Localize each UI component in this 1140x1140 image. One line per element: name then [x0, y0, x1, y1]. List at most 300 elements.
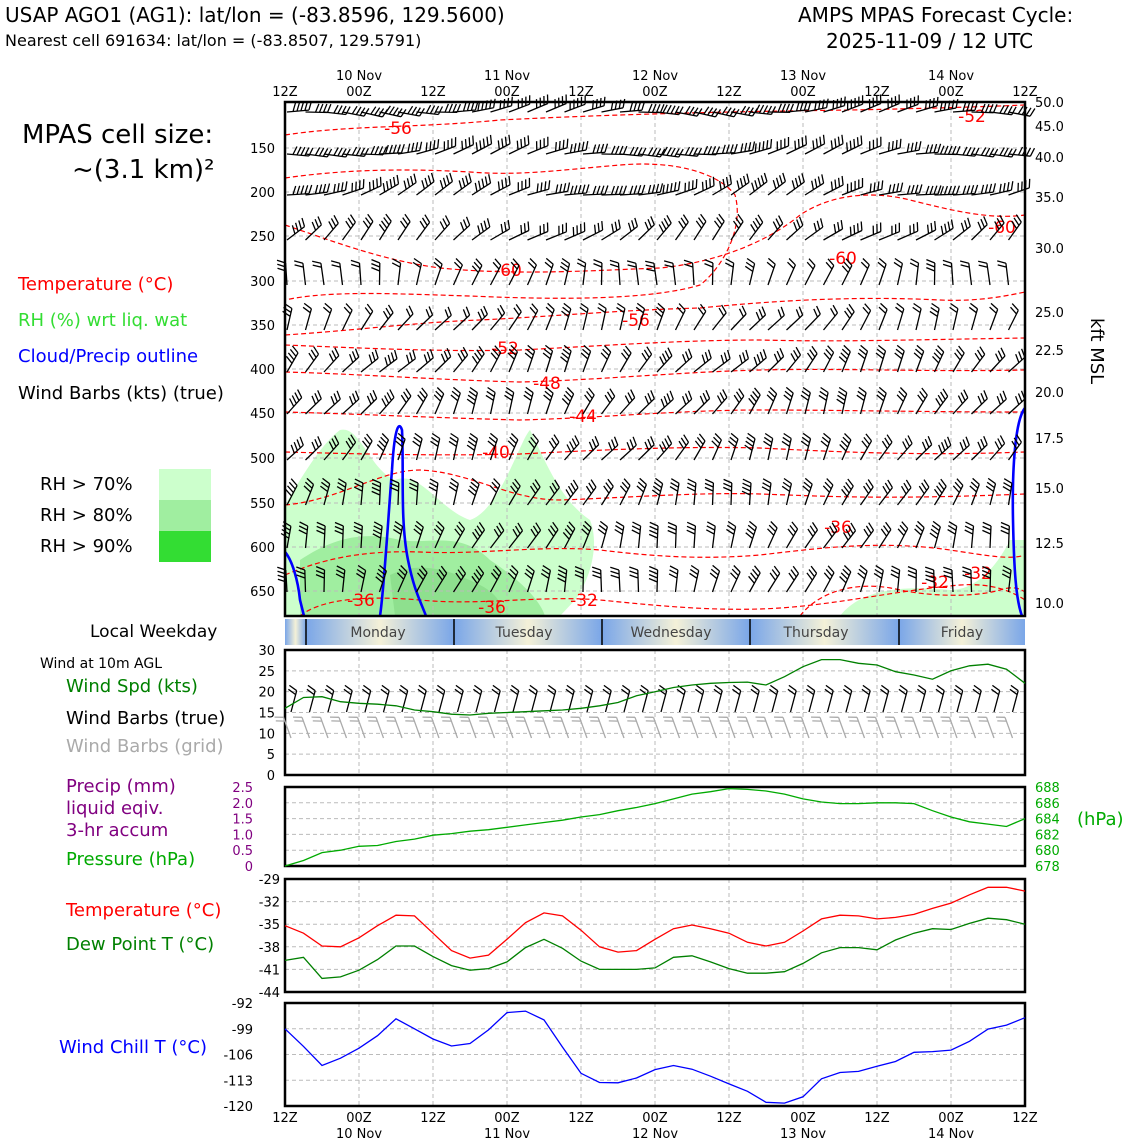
upper-air-wind-barb	[935, 220, 954, 241]
kft-tick-label: 20.0	[1035, 386, 1064, 401]
upper-air-wind-barb	[768, 307, 784, 330]
upper-air-wind-barb	[602, 437, 618, 460]
upper-air-wind-barb	[413, 433, 422, 460]
top-date-label: 14 Nov	[927, 69, 975, 84]
upper-air-wind-barb	[598, 521, 607, 548]
legend-rh80: RH > 80%	[40, 505, 133, 526]
upper-air-wind-barb	[652, 478, 662, 505]
surface-wind-barb-true	[769, 685, 777, 712]
upper-air-wind-barb	[824, 220, 843, 240]
surface-wind-barb-grid	[571, 717, 588, 738]
pressure-tick-label: 250	[250, 230, 275, 245]
temperature-contour-label: -56	[622, 311, 650, 331]
upper-air-wind-barb	[629, 567, 638, 592]
kft-tick-label: 40.0	[1035, 151, 1064, 166]
upper-air-wind-barb	[449, 434, 458, 461]
upper-air-wind-barb	[602, 220, 621, 240]
upper-air-wind-barb	[655, 303, 665, 330]
surface-wind-barb-grid	[978, 717, 995, 738]
upper-air-wind-barb	[745, 433, 755, 460]
surface-wind-barb-grid	[404, 717, 421, 738]
upper-air-wind-barb	[620, 346, 631, 372]
upper-air-wind-barb	[620, 437, 636, 460]
upper-air-wind-barb	[842, 479, 854, 505]
temperature-tick-label: -44	[258, 986, 280, 1001]
upper-air-wind-barb	[398, 389, 411, 414]
upper-air-wind-barb	[821, 433, 830, 460]
bottom-time-tick-label: 12Z	[716, 1111, 742, 1126]
upper-air-wind-barb	[972, 347, 985, 372]
surface-wind-barb-grid	[848, 717, 865, 738]
surface-wind-barb-grid	[904, 717, 921, 738]
upper-air-wind-barb	[879, 480, 892, 505]
surface-wind-barb-true	[344, 685, 352, 712]
surface-wind-barb-true	[288, 685, 296, 712]
surface-wind-barb-true	[1010, 685, 1018, 712]
upper-air-wind-barb	[930, 521, 940, 548]
surface-wind-barb-true	[954, 685, 962, 712]
surface-wind-barb-grid	[534, 717, 551, 738]
upper-air-wind-barb	[749, 566, 761, 592]
cross-section-panel	[250, 95, 1064, 619]
pressure-tick-label: 450	[250, 407, 275, 422]
bottom-date-label: 11 Nov	[483, 1127, 531, 1140]
upper-air-wind-barb	[782, 434, 791, 461]
temperature-contour-label: -56	[384, 119, 412, 139]
upper-air-wind-barb	[986, 478, 995, 505]
temperature-contour-label: -32	[570, 591, 598, 611]
wind-barbs-true-label: Wind Barbs (true)	[66, 708, 226, 729]
pressure-tick-label: 550	[250, 497, 275, 512]
upper-air-wind-barb	[306, 390, 322, 414]
upper-air-wind-barb	[706, 522, 715, 548]
windchill-tick-label: -99	[231, 1022, 253, 1038]
upper-air-wind-barb	[435, 348, 451, 372]
surface-wind-barb-true	[825, 685, 833, 712]
upper-air-wind-barb	[306, 347, 319, 372]
bottom-date-label: 12 Nov	[631, 1127, 679, 1140]
upper-air-wind-barb	[858, 345, 867, 372]
upper-air-wind-barb	[472, 218, 490, 240]
surface-wind-barb-true	[473, 685, 481, 712]
surface-wind-barb-grid	[700, 717, 717, 738]
upper-air-wind-barb	[762, 479, 771, 505]
upper-air-wind-barb	[562, 303, 571, 330]
pressure-tick-label: 350	[250, 319, 275, 334]
precip-label: Precip (mm)	[66, 776, 176, 797]
upper-air-wind-barb	[916, 480, 929, 505]
surface-wind-barb-true	[788, 685, 796, 712]
upper-air-wind-barb	[620, 479, 630, 505]
top-time-tick-label: 12Z	[420, 85, 446, 100]
surface-wind-barb-grid	[885, 717, 902, 738]
temperature-contour-label: -60	[988, 218, 1016, 238]
bottom-time-tick-label: 12Z	[568, 1111, 594, 1126]
upper-air-wind-barb	[965, 522, 974, 548]
upper-air-wind-barb	[879, 522, 891, 548]
upper-air-wind-barb	[933, 346, 944, 372]
surface-wind-barb-true	[455, 685, 463, 712]
surface-wind-barb-true	[418, 685, 426, 712]
upper-air-wind-barb	[637, 478, 647, 505]
windchill-tick-label: -120	[223, 1100, 253, 1115]
precip-tick-label: 2.5	[232, 781, 253, 796]
upper-air-wind-barb	[380, 350, 398, 372]
pressure-tick-label: 682	[1035, 828, 1060, 844]
surface-wind-barb-grid	[737, 717, 754, 738]
upper-air-wind-barb	[750, 139, 772, 154]
surface-wind-barb-grid	[441, 717, 458, 738]
upper-air-wind-barb	[324, 348, 339, 372]
upper-air-wind-barb	[361, 390, 377, 414]
upper-air-wind-barb	[639, 390, 655, 414]
upper-air-wind-barb	[897, 388, 907, 415]
upper-air-wind-barb	[687, 479, 696, 505]
weekday-label: Wednesday	[630, 625, 712, 641]
upper-air-wind-barb	[990, 436, 1005, 461]
upper-air-wind-barb	[491, 305, 505, 330]
wind-speed-tick-label: 30	[258, 644, 275, 659]
upper-air-wind-barb	[712, 434, 722, 461]
upper-air-wind-barb	[842, 222, 862, 241]
upper-air-wind-barb	[592, 567, 601, 592]
upper-air-wind-barb	[953, 346, 964, 372]
upper-air-wind-barb	[687, 522, 696, 548]
upper-air-wind-barb	[750, 307, 766, 330]
windchill-tick-label: -113	[223, 1074, 253, 1090]
upper-air-wind-barb	[505, 388, 514, 415]
upper-air-wind-barb	[861, 480, 874, 506]
surface-wind-barb-true	[566, 685, 574, 712]
upper-air-wind-barb	[861, 223, 881, 241]
upper-air-wind-barb	[969, 303, 977, 330]
upper-air-wind-barb	[454, 136, 474, 154]
upper-air-wind-barb	[486, 388, 495, 415]
upper-air-wind-barb	[602, 479, 614, 505]
upper-air-wind-barb	[694, 390, 710, 414]
upper-air-wind-barb	[657, 181, 680, 195]
top-time-tick-label: 12Z	[272, 85, 298, 100]
temperature2-label: Temperature (°C)	[66, 900, 222, 921]
upper-air-wind-barb	[632, 522, 641, 548]
temperature-tick-label: -32	[258, 895, 280, 911]
kft-tick-label: 10.0	[1035, 597, 1064, 612]
upper-air-wind-barb	[990, 181, 1013, 195]
surface-wind-barb-grid	[663, 717, 680, 738]
upper-air-wind-barb	[898, 95, 919, 112]
dewpoint-label: Dew Point T (°C)	[66, 934, 215, 955]
temperature-panel	[259, 873, 1025, 1001]
wind-speed-tick-label: 15	[258, 706, 275, 722]
upper-air-wind-barb	[581, 345, 591, 372]
surface-wind-barb-true	[862, 685, 870, 712]
upper-air-wind-barb	[543, 345, 552, 372]
surface-wind-barb-grid	[460, 717, 477, 738]
upper-air-wind-barb	[805, 346, 817, 372]
precip-accum-label: 3-hr accum	[66, 820, 169, 841]
surface-wind-barb-true	[547, 685, 555, 712]
pressure-tick-label: 650	[250, 585, 275, 600]
upper-air-wind-barb	[908, 567, 916, 592]
top-date-label: 12 Nov	[631, 69, 679, 84]
wind-10m-label: Wind at 10m AGL	[40, 656, 163, 672]
pressure-tick-label: 400	[250, 363, 275, 378]
surface-wind-barb-grid	[386, 717, 403, 738]
upper-air-wind-barb	[286, 346, 298, 372]
upper-air-wind-barb	[610, 567, 620, 592]
upper-air-wind-barb	[948, 522, 957, 548]
upper-air-wind-barb	[287, 185, 312, 195]
upper-air-wind-barb	[972, 390, 988, 414]
upper-air-wind-barb	[380, 390, 395, 415]
surface-wind-barb-true	[991, 685, 999, 712]
temperature-tick-label: -35	[258, 918, 280, 934]
upper-air-wind-barb	[565, 436, 580, 461]
upper-air-wind-barb	[620, 390, 635, 414]
surface-wind-barb-grid	[497, 717, 514, 738]
upper-air-wind-barb	[670, 479, 679, 505]
windchill-tick-label: -106	[223, 1048, 253, 1064]
precip-tick-label: 0.5	[232, 844, 253, 860]
pressure-tick-label: 600	[250, 541, 275, 556]
upper-air-wind-barb	[417, 139, 439, 154]
bottom-time-tick-label: 00Z	[938, 1111, 964, 1126]
surface-wind-barb-true	[307, 685, 315, 712]
top-date-label: 10 Nov	[335, 69, 383, 84]
top-date-label: 13 Nov	[779, 69, 827, 84]
bottom-date-label: 13 Nov	[779, 1127, 827, 1140]
legend-rh70: RH > 70%	[40, 474, 133, 495]
upper-air-wind-barb	[879, 139, 901, 154]
surface-wind-barb-grid	[941, 717, 958, 738]
upper-air-wind-barb	[417, 388, 428, 414]
upper-air-wind-barb	[731, 306, 746, 330]
precip-pressure-frame	[285, 787, 1025, 866]
upper-air-wind-barb	[990, 391, 1006, 414]
upper-air-wind-barb	[546, 303, 554, 330]
temperature-contour-label: -36	[824, 518, 852, 538]
top-time-tick-label: 12Z	[568, 85, 594, 100]
upper-air-wind-barb	[546, 139, 568, 154]
temperature-contour-label: -52	[958, 107, 986, 127]
wind-speed-tick-label: 25	[258, 664, 275, 680]
upper-air-wind-barb	[805, 218, 823, 240]
upper-air-wind-barb	[787, 522, 798, 548]
kft-tick-label: 50.0	[1035, 96, 1064, 111]
upper-air-wind-barb	[431, 434, 440, 461]
upper-air-wind-barb	[467, 388, 477, 415]
upper-air-wind-barb	[787, 307, 803, 330]
upper-air-wind-barb	[380, 175, 399, 195]
upper-air-wind-barb	[676, 391, 692, 414]
top-time-tick-label: 00Z	[938, 85, 964, 100]
surface-wind-barb-grid	[682, 717, 699, 738]
wind-panel	[258, 644, 1025, 784]
upper-air-wind-barb	[380, 144, 405, 154]
upper-air-wind-barb	[861, 304, 871, 330]
upper-air-wind-barb	[913, 304, 921, 331]
bottom-time-tick-label: 12Z	[272, 1111, 298, 1126]
upper-air-wind-barb	[417, 105, 443, 114]
legend-wind-barbs: Wind Barbs (kts) (true)	[18, 383, 224, 404]
upper-air-wind-barb	[472, 306, 487, 330]
upper-air-wind-barb	[454, 217, 470, 240]
pressure-tick-label: 686	[1035, 796, 1060, 812]
surface-wind-barb-grid	[626, 717, 643, 738]
upper-air-wind-barb	[805, 306, 820, 330]
temperature-contour-label: -32	[964, 564, 992, 584]
upper-air-wind-barb	[509, 304, 521, 330]
surface-wind-barb-true	[751, 685, 759, 712]
surface-wind-barb-true	[899, 685, 907, 712]
upper-air-wind-barb	[764, 434, 773, 461]
pressure-tick-label: 678	[1035, 860, 1060, 875]
temperature-tick-label: -29	[258, 873, 280, 888]
upper-air-wind-barb	[990, 303, 998, 330]
weekday-label: Thursday	[783, 625, 849, 641]
weekday-band	[285, 619, 1025, 645]
temperature-contour-label: -48	[533, 374, 561, 394]
upper-air-wind-barb	[710, 565, 719, 592]
upper-air-wind-barb	[343, 147, 369, 156]
kft-tick-label: 15.0	[1035, 482, 1064, 497]
upper-air-wind-barb	[377, 434, 388, 461]
upper-air-wind-barb	[602, 389, 615, 414]
precip-tick-label: 0	[244, 860, 253, 875]
upper-air-wind-barb	[840, 434, 851, 461]
upper-air-wind-barb	[324, 391, 340, 414]
bottom-time-tick-label: 12Z	[420, 1111, 446, 1126]
legend-cloud: Cloud/Precip outline	[18, 346, 199, 367]
upper-air-wind-barb	[690, 566, 699, 593]
temperature-contour-label: -32	[921, 573, 949, 593]
kft-tick-label: 25.0	[1035, 306, 1064, 321]
dewpoint-line	[285, 918, 1025, 978]
upper-air-wind-barb	[877, 387, 887, 414]
upper-air-wind-barb	[639, 347, 652, 372]
top-time-tick-label: 00Z	[494, 85, 520, 100]
upper-air-wind-barb	[657, 391, 673, 414]
upper-air-wind-barb	[565, 222, 585, 240]
upper-air-wind-barb	[451, 387, 460, 414]
legend-rh: RH (%) wrt liq. wat	[18, 310, 188, 331]
kft-tick-label: 45.0	[1035, 120, 1064, 135]
upper-air-wind-barb	[916, 388, 927, 414]
windchill-panel	[223, 997, 1025, 1115]
surface-wind-barb-true	[732, 685, 740, 712]
upper-air-wind-barb	[745, 259, 754, 286]
upper-air-wind-barb	[842, 136, 862, 155]
upper-air-wind-barb	[874, 566, 883, 592]
surface-wind-barb-grid	[608, 717, 625, 738]
surface-wind-barb-true	[695, 685, 703, 712]
bottom-date-label: 14 Nov	[927, 1127, 975, 1140]
upper-air-wind-barb	[858, 565, 867, 592]
upper-air-wind-barb	[916, 97, 938, 112]
upper-air-wind-barb	[861, 180, 883, 195]
surface-wind-barb-grid	[589, 717, 606, 738]
hpa-unit-label: (hPa)	[1077, 809, 1124, 830]
pressure-tick-label: 200	[250, 186, 275, 201]
upper-air-wind-barb	[935, 479, 947, 505]
upper-air-wind-barb	[615, 522, 624, 548]
surface-wind-barb-true	[492, 685, 500, 712]
top-time-tick-label: 00Z	[642, 85, 668, 100]
cell-size-label: MPAS cell size:	[22, 120, 214, 150]
bottom-time-tick-label: 00Z	[346, 1111, 372, 1126]
upper-air-wind-barb	[898, 222, 918, 240]
legend-temperature: Temperature (°C)	[18, 274, 174, 295]
upper-air-wind-barb	[750, 105, 776, 115]
precip-liquid-label: liquid eqiv.	[66, 798, 164, 819]
upper-air-wind-barb	[824, 135, 844, 154]
surface-wind-barb-true	[381, 685, 389, 712]
upper-air-wind-barb	[509, 222, 529, 241]
upper-air-wind-barb	[916, 221, 936, 240]
upper-air-wind-barb	[915, 521, 925, 548]
wind-barbs-grid-label: Wind Barbs (grid)	[66, 736, 224, 757]
upper-air-wind-barb	[916, 436, 932, 460]
temperature-tick-label: -38	[258, 940, 280, 956]
local-weekday-label: Local Weekday	[90, 622, 218, 642]
surface-wind-barb-grid	[478, 717, 495, 738]
upper-air-wind-barb	[935, 389, 948, 414]
windchill-tick-label: -92	[231, 997, 253, 1012]
kft-tick-label: 35.0	[1035, 191, 1064, 206]
upper-air-wind-barb	[805, 566, 817, 592]
upper-air-wind-barb	[990, 348, 1005, 372]
upper-air-wind-barb	[746, 521, 757, 548]
surface-wind-barb-true	[603, 685, 611, 712]
upper-air-wind-barb	[805, 522, 818, 548]
precip-tick-label: 1.5	[232, 812, 253, 828]
upper-air-wind-barb	[467, 434, 477, 461]
upper-air-wind-barb	[839, 345, 850, 372]
upper-air-wind-barb	[524, 387, 533, 414]
surface-wind-barb-true	[843, 685, 851, 712]
surface-wind-barb-true	[640, 685, 648, 712]
upper-air-wind-barb	[435, 307, 451, 330]
upper-air-wind-barb	[861, 434, 872, 460]
surface-wind-barb-grid	[349, 717, 366, 738]
upper-air-wind-barb	[449, 479, 458, 506]
upper-air-wind-barb	[528, 180, 550, 195]
upper-air-wind-barb	[879, 435, 892, 460]
pressure-tick-label: 688	[1035, 781, 1060, 796]
precip-tick-label: 2.0	[232, 796, 253, 812]
surface-wind-barb-grid	[515, 717, 532, 738]
upper-air-wind-barb	[914, 345, 924, 372]
upper-air-wind-barb	[601, 346, 611, 373]
upper-air-wind-barb	[823, 479, 833, 505]
temperature-contour-label: -52	[491, 339, 519, 359]
upper-air-wind-barb	[805, 135, 825, 154]
upper-air-wind-barb	[546, 435, 559, 460]
temperature-contour-label: -40	[482, 443, 510, 463]
pressure-label: Pressure (hPa)	[66, 849, 196, 870]
upper-air-wind-barb	[649, 522, 658, 548]
upper-air-wind-barb	[879, 303, 887, 330]
surface-wind-barb-true	[806, 685, 814, 712]
wind-speed-tick-label: 10	[258, 727, 275, 743]
pressure-tick-label: 500	[250, 452, 275, 467]
pressure-tick-label: 300	[250, 275, 275, 290]
surface-wind-barb-true	[529, 685, 537, 712]
surface-wind-barb-grid	[330, 717, 347, 738]
surface-wind-barb-true	[510, 685, 518, 712]
surface-wind-barb-grid	[293, 717, 310, 738]
surface-wind-barb-true	[917, 685, 925, 712]
